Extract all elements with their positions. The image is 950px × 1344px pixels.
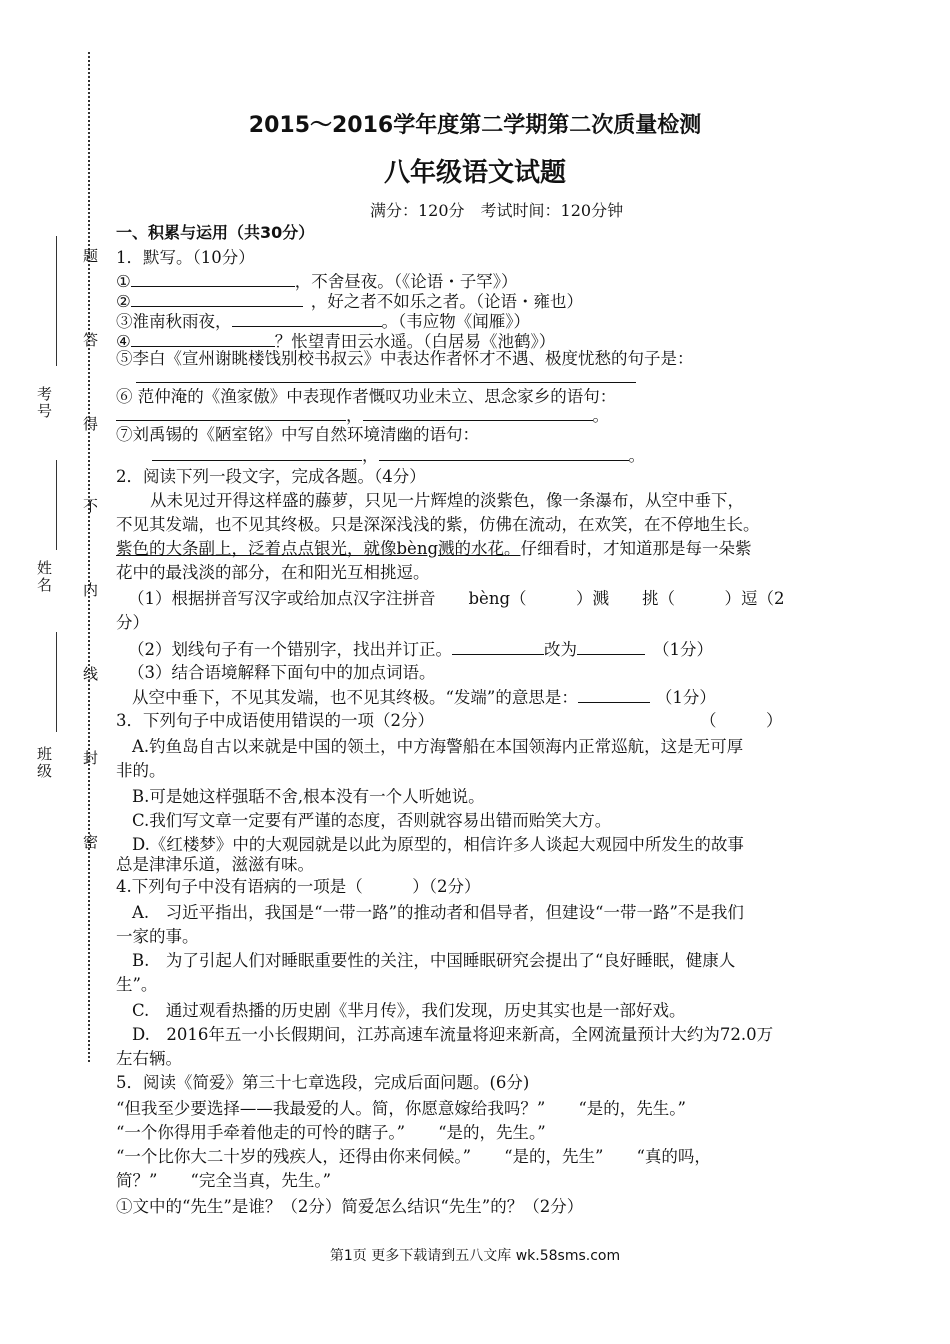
q1-line3: ③淮南秋雨夜， 。（韦应物《闻雁》） <box>116 312 530 331</box>
blank-3[interactable] <box>232 310 382 327</box>
class-label: 班级 <box>35 746 53 780</box>
section-heading: 一、积累与运用（共30分） <box>116 223 315 242</box>
q1-line6: ⑥ 范仲淹的《渔家傲》中表现作者慨叹功业未立、思念家乡的语句： <box>116 387 617 406</box>
q3-option-a: A.钓鱼岛自古以来就是中国的领土，中方海警船在本国领海内正常巡航，这是无可厚 <box>132 737 744 756</box>
blank-1[interactable] <box>131 270 295 287</box>
blank-5b[interactable] <box>386 366 636 383</box>
q4-title: 4.下列句子中没有语病的一项是（ ）（2分） <box>116 877 481 896</box>
q5-text-4: 简？” “完全当真，先生。” <box>116 1171 332 1190</box>
binding-char-da: 答 <box>81 332 99 349</box>
q3-option-d: D.《红楼梦》中的大观园就是以此为原型的，相信许多人谈起大观园中所发生的故事 <box>132 835 744 854</box>
binding-char-mi: 密 <box>81 834 99 851</box>
q2-sub3-question: 从空中垂下，不见其发端，也不见其终极。“发端”的意思是： （1分） <box>132 688 716 707</box>
q4-option-c: C. 通过观看热播的历史剧《芈月传》，我们发现，历史其实也是一部好戏。 <box>132 1001 686 1020</box>
q5-title: 5．阅读《简爱》第三十七章选段，完成后面问题。(6分) <box>116 1073 530 1092</box>
exam-title: 2015～2016学年度第二学期第二次质量检测 <box>248 113 702 138</box>
q1-line6-blank: ， 。 <box>116 404 609 427</box>
q4-option-a: A. 习近平指出，我国是“一带一路”的推动者和倡导者，但建设“一带一路”不是我们 <box>132 903 744 922</box>
binding-char-de: 得 <box>81 416 99 433</box>
q5-question-1: ①文中的“先生”是谁？（2分）简爱怎么结识“先生”的？（2分） <box>116 1197 584 1216</box>
blank-4[interactable] <box>131 330 275 347</box>
q2-passage-1: 从未见过开得这样盛的藤萝，只见一片辉煌的淡紫色，像一条瀑布，从空中垂下， <box>150 491 744 510</box>
underlined-sentence: 紫色的大条副上，泛着点点银光，就像bèng溅的水花。 <box>116 539 521 558</box>
exam-info: 满分：120分 考试时间：120分钟 <box>370 201 624 220</box>
q2-passage-3: 紫色的大条副上，泛着点点银光，就像bèng溅的水花。仔细看时，才知道那是每一朵紫 <box>116 539 752 558</box>
name-line[interactable] <box>56 460 57 550</box>
binding-char-ti: 题 <box>81 248 99 265</box>
blank-wrong-char[interactable] <box>452 638 544 655</box>
q2-sub2: （2）划线句子有一个错别字，找出并订正。 改为 （1分） <box>128 640 713 659</box>
blank-5a[interactable] <box>136 366 386 383</box>
exam-subtitle: 八年级语文试题 <box>383 158 566 188</box>
q3-option-a-cont: 非的。 <box>116 761 166 780</box>
q1-line1: ① ，不舍昼夜。（《论语・子罕》） <box>116 272 518 291</box>
blank-correct-char[interactable] <box>577 638 645 655</box>
q1-line7: ⑦刘禹锡的《陋室铭》中写自然环境清幽的语句： <box>116 425 479 444</box>
q2-passage-4: 花中的最浅淡的部分，在和阳光互相挑逗。 <box>116 563 430 582</box>
name-label: 姓名 <box>35 560 53 594</box>
binding-char-xian: 线 <box>81 666 99 683</box>
q2-sub1: （1）根据拼音写汉字或给加点汉字注拼音 bèng（ ）溅 挑（ ）逗（2 <box>128 589 785 608</box>
q4-option-d: D. 2016年五一小长假期间，江苏高速车流量将迎来新高，全网流量预计大约为72.0万 <box>132 1025 774 1044</box>
q2-passage-2: 不见其发端，也不见其终极。只是深深浅浅的紫，仿佛在流动，在欢笑，在不停地生长。 <box>116 515 760 534</box>
q1-line5: ⑤李白《宣州谢眺楼饯别校书叔云》中表达作者怀才不遇、极度忧愁的句子是： <box>116 349 694 368</box>
blank-7b[interactable] <box>379 444 629 461</box>
q4-option-b-cont: 生”。 <box>116 975 158 994</box>
q4-option-d-cont: 左右辆。 <box>116 1049 182 1068</box>
q3-option-d-cont: 总是津津乐道，滋滋有味。 <box>116 855 314 874</box>
exam-number-line[interactable] <box>56 236 57 366</box>
class-line[interactable] <box>56 632 57 732</box>
binding-char-feng: 封 <box>81 750 99 767</box>
blank-6b[interactable] <box>363 404 593 421</box>
q1-line2: ② ，好之者不如乐之者。（论语・雍也） <box>116 292 584 311</box>
q5-text-2: “一个你得用手牵着他走的可怜的瞎子。” “是的，先生。” <box>116 1123 546 1142</box>
blank-fa-duan[interactable] <box>578 686 650 703</box>
q4-option-b: B. 为了引起人们对睡眠重要性的关注，中国睡眠研究会提出了“良好睡眠，健康人 <box>132 951 736 970</box>
exam-number-label: 考号 <box>35 386 53 420</box>
blank-2[interactable] <box>131 290 303 307</box>
q2-sub1-end: 分） <box>116 613 149 632</box>
q5-text-1: “但我至少要选择——我最爱的人。简，你愿意嫁给我吗？” “是的，先生。” <box>116 1099 686 1118</box>
binding-dotted-line <box>88 52 90 1062</box>
binding-char-bu: 不 <box>81 498 99 515</box>
page-footer: 第1页 更多下载请到五八文库 wk.58sms.com <box>329 1248 621 1264</box>
q1-title: 1．默写。（10分） <box>116 248 255 267</box>
q3-title: 3．下列句子中成语使用错误的一项（2分） <box>116 711 434 730</box>
q1-line7-blank: ， 。 <box>116 444 645 467</box>
q3-option-b: B.可是她这样强聒不舍,根本没有一个人听她说。 <box>132 787 485 806</box>
q2-title: 2．阅读下列一段文字，完成各题。（4分） <box>116 467 426 486</box>
q2-sub3: （3）结合语境解释下面句中的加点词语。 <box>128 663 436 682</box>
blank-7a[interactable] <box>152 444 362 461</box>
binding-char-nei: 内 <box>81 582 99 599</box>
q3-answer-paren[interactable]: （ ） <box>700 711 783 730</box>
blank-6a[interactable] <box>116 404 346 421</box>
q4-option-a-cont: 一家的事。 <box>116 927 199 946</box>
q5-text-3: “一个比你大二十岁的残疾人，还得由你来伺候。” “是的，先生” “真的吗， <box>116 1147 711 1166</box>
q1-line4: ④ ？怅望青田云水遥。（白居易《池鹤》） <box>116 332 556 351</box>
q3-option-c: C.我们写文章一定要有严谨的态度，否则就容易出错而贻笑大方。 <box>132 811 612 830</box>
